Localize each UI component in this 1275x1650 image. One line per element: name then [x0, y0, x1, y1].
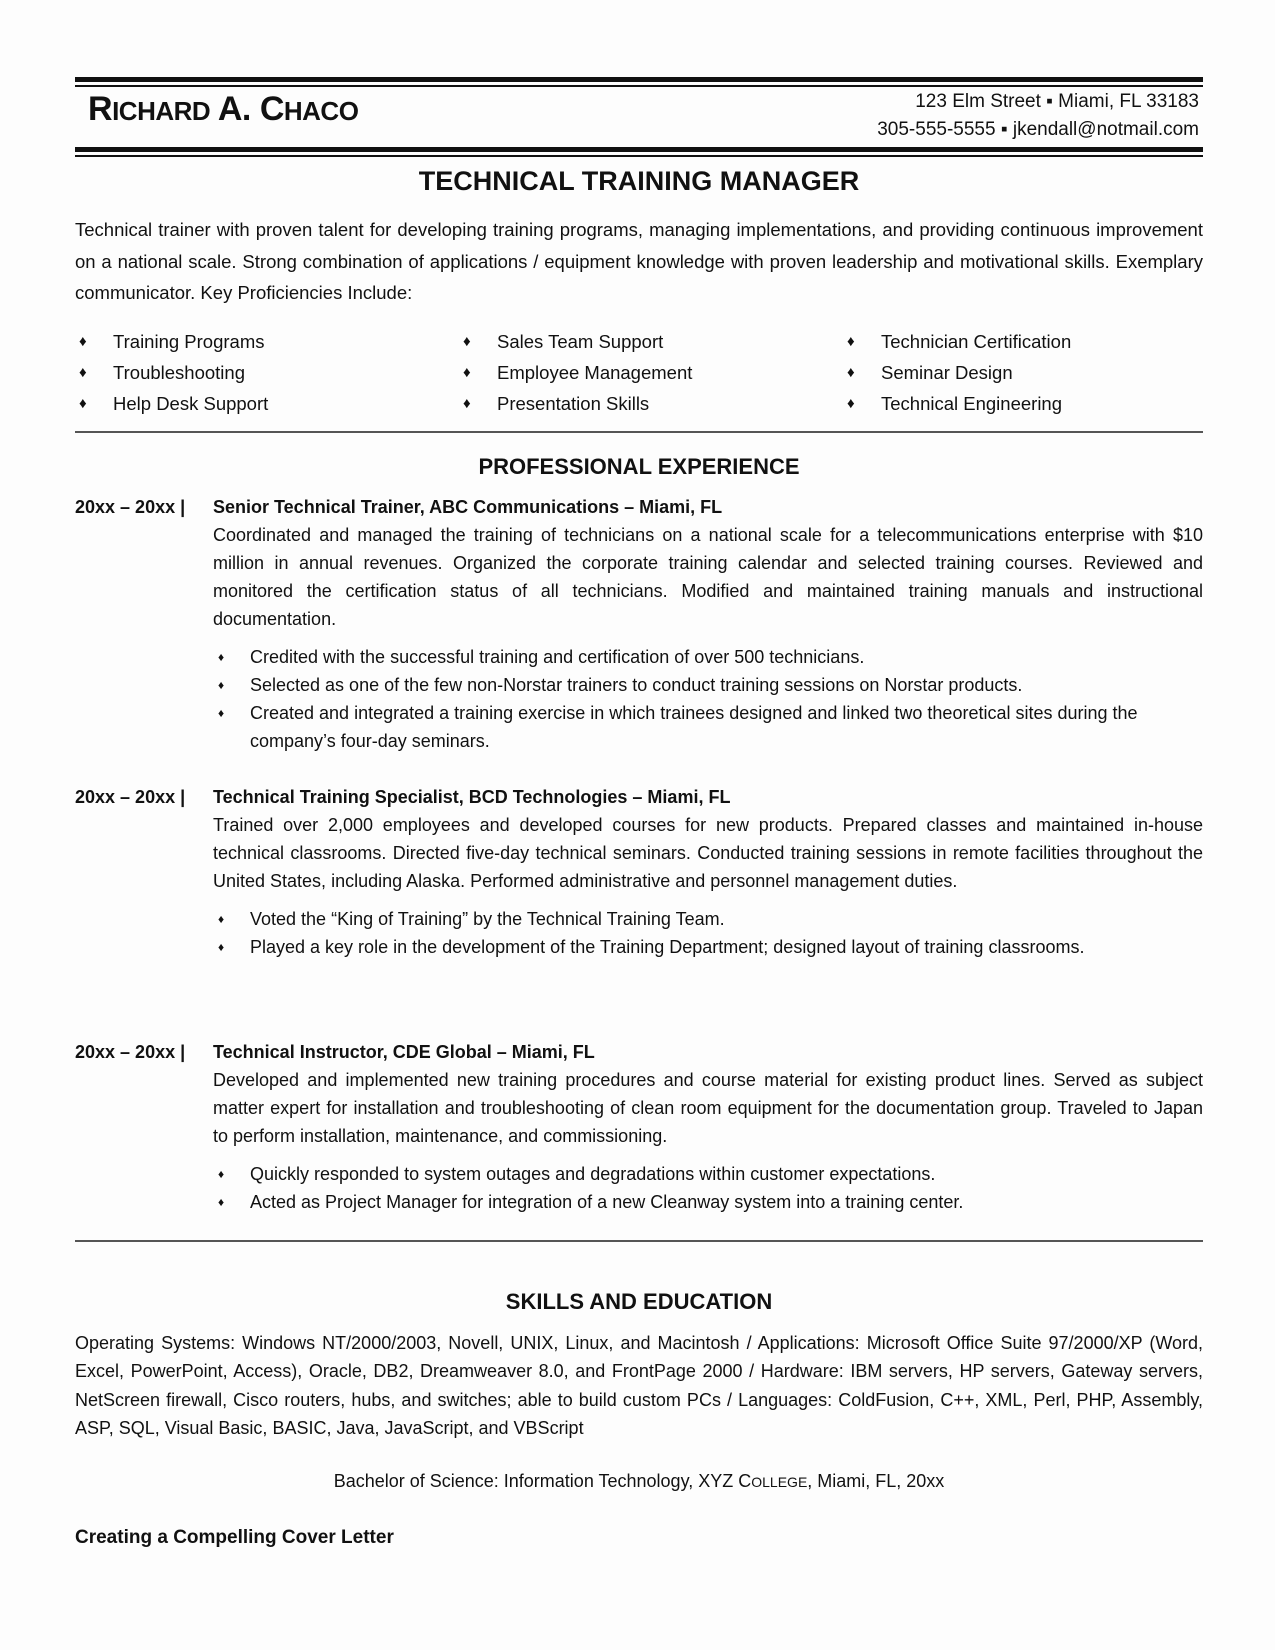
- experience-heading: PROFESSIONAL EXPERIENCE: [478, 454, 800, 479]
- diamond-bullet-icon: ♦: [463, 395, 471, 412]
- proficiency-item: Employee Management: [497, 362, 693, 383]
- proficiency-item: Sales Team Support: [497, 331, 664, 352]
- phone-email: 305-555-5555 ▪ jkendall@notmail.com: [877, 119, 1199, 140]
- proficiency-item: Help Desk Support: [113, 393, 269, 414]
- proficiency-item: Training Programs: [113, 331, 265, 352]
- proficiency-item: Technician Certification: [881, 331, 1072, 352]
- diamond-bullet-icon: ♦: [218, 706, 225, 720]
- diamond-bullet-icon: ♦: [847, 333, 855, 350]
- diamond-bullet-icon: ♦: [218, 1167, 225, 1181]
- job-position: Technical Instructor, CDE Global – Miami, FL: [213, 1042, 595, 1062]
- proficiencies: [0, 326, 1275, 426]
- diamond-bullet-icon: ♦: [218, 912, 225, 926]
- diamond-bullet-icon: ♦: [463, 333, 471, 350]
- education: Bachelor of Science: Information Technology, XYZ COLLEGE, Miami, FL, 20xx: [333, 1471, 945, 1491]
- section-divider: [75, 431, 1203, 433]
- job-bullet: ♦ Voted the “King of Training” by the Technical Training Team.: [213, 905, 1203, 933]
- address: 123 Elm Street ▪ Miami, FL 33183: [915, 91, 1199, 112]
- diamond-bullet-icon: ♦: [218, 650, 225, 664]
- top-rule-thin: [75, 85, 1203, 87]
- diamond-bullet-icon: ♦: [79, 333, 87, 350]
- skills-heading: SKILLS AND EDUCATION: [505, 1289, 773, 1314]
- proficiency-item: Troubleshooting: [113, 362, 245, 383]
- job-bullet: ♦ Acted as Project Manager for integration of a new Cleanway system into a training center.: [213, 1188, 1203, 1216]
- job-description: Trained over 2,000 employees and developed courses for new products. Prepared classes and maintained in-house technical classrooms. Directed five-day technical seminars. Conducted training sessions in remote facilities throughout the United States, including Alaska. Performed administrative and personnel management duties.: [213, 815, 1203, 891]
- proficiency-column: [847, 326, 1071, 419]
- top-rule-thick: [75, 77, 1203, 82]
- footer-caption: Creating a Compelling Cover Letter: [75, 1527, 394, 1548]
- job-dates: 20xx – 20xx |: [75, 1042, 186, 1062]
- job-position: Technical Training Specialist, BCD Technologies – Miami, FL: [213, 787, 731, 807]
- diamond-bullet-icon: ♦: [218, 940, 225, 954]
- diamond-bullet-icon: ♦: [847, 364, 855, 381]
- job-description: Developed and implemented new training procedures and course material for existing product lines. Served as subject matter expert for installation and troubleshooting of clean room equipment for the documentation group. Traveled to Japan to perform installation, maintenance, and commissioning.: [213, 1070, 1203, 1146]
- job-bullet: ♦ Created and integrated a training exercise in which trainees designed and linked two theoretical sites during the company’s four-day seminars.: [213, 699, 1203, 755]
- header-rule-thin: [75, 155, 1203, 157]
- diamond-bullet-icon: ♦: [463, 364, 471, 381]
- diamond-bullet-icon: ♦: [79, 395, 87, 412]
- job-bullet: ♦ Selected as one of the few non-Norstar trainers to conduct training sessions on Norstar products.: [213, 671, 1203, 699]
- proficiency-item: Technical Engineering: [881, 393, 1063, 414]
- job-description: Coordinated and managed the training of technicians on a national scale for a telecommunications enterprise with $10 million in annual revenues. Organized the corporate training calendar and selected training courses. Reviewed and monitored the certification status of all technicians. Modified and maintained training manuals and instructional documentation.: [213, 525, 1203, 629]
- skills-text: Operating Systems: Windows NT/2000/2003, Novell, UNIX, Linux, and Macintosh / Applications: Microsoft Office Suite 97/2000/XP (Word, Excel, PowerPoint, Access), Oracle, DB2, Dreamweaver 8.0, and FrontPage 2000 / Hardware: IBM servers, HP servers, Gateway servers, NetScreen firewall, Cisco routers, hubs, and switches; able to build custom PCs / Languages: ColdFusion, C++, XML, Perl, PHP, Assembly, ASP, SQL, Visual Basic, BASIC, Java, JavaScript, and VBScript: [75, 1333, 1203, 1438]
- proficiency-item: Seminar Design: [881, 362, 1013, 383]
- job-entry: [75, 1038, 1203, 1216]
- section-divider: [75, 1240, 1203, 1242]
- diamond-bullet-icon: ♦: [79, 364, 87, 381]
- job-entry: [75, 493, 1203, 755]
- job-bullet: ♦ Played a key role in the development of the Training Department; designed layout of training classrooms.: [213, 933, 1203, 961]
- diamond-bullet-icon: ♦: [847, 395, 855, 412]
- job-dates: 20xx – 20xx |: [75, 787, 186, 807]
- diamond-bullet-icon: ♦: [218, 678, 225, 692]
- job-position: Senior Technical Trainer, ABC Communications – Miami, FL: [213, 497, 723, 517]
- job-dates: 20xx – 20xx |: [75, 497, 186, 517]
- job-entry: [75, 783, 1203, 961]
- job-bullet: ♦ Quickly responded to system outages and degradations within customer expectations.: [213, 1160, 1203, 1188]
- summary: Technical trainer with proven talent for developing training programs, managing implementations, and providing continuous improvement on a national scale. Strong combination of applications / equipment knowledge with proven leadership and motivational skills. Exemplary communicator. Key Proficiencies Include:: [75, 219, 1203, 303]
- header-rule-thick: [75, 147, 1203, 152]
- candidate-name: RICHARD A. CHACO: [88, 90, 359, 128]
- contact-info: [877, 88, 1199, 144]
- job-title: TECHNICAL TRAINING MANAGER: [418, 166, 860, 196]
- proficiency-column: [79, 326, 268, 419]
- proficiency-item: Presentation Skills: [497, 393, 650, 414]
- proficiency-column: [463, 326, 692, 419]
- job-bullet: ♦ Credited with the successful training and certification of over 500 technicians.: [213, 643, 1203, 671]
- diamond-bullet-icon: ♦: [218, 1195, 225, 1209]
